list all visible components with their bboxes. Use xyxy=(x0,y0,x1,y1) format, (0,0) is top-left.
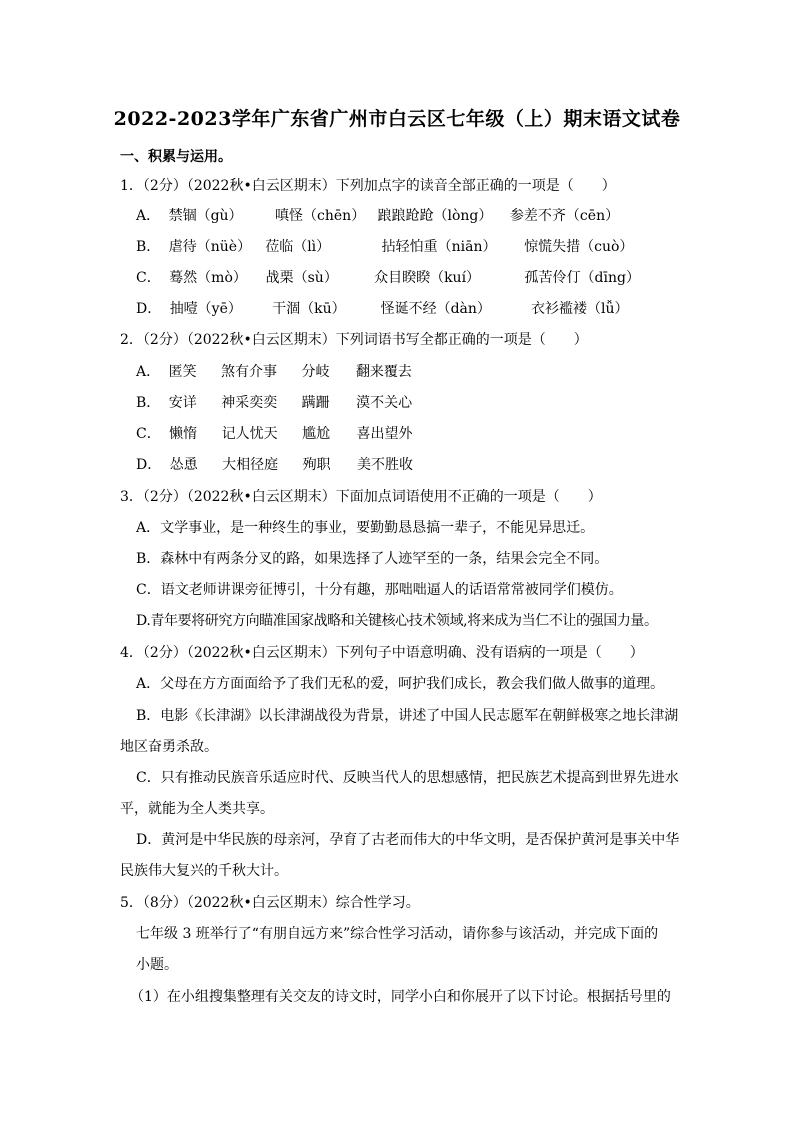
question-5-subquestion-1: （1）在小组搜集整理有关交友的诗文时，同学小白和你展开了以下讨论。根据括号里的 xyxy=(130,989,671,1005)
option-item: 匿笑 xyxy=(168,364,197,380)
option-item: 虐待（nüè） xyxy=(168,239,252,255)
option-item: 蹒跚 xyxy=(301,395,330,411)
question-1-option-b xyxy=(136,237,633,257)
page-title: 2022-2023学年广东省广州市白云区七年级（上）期末语文试卷 xyxy=(113,108,681,130)
option-item: 拈轻怕重（niān） xyxy=(381,239,497,255)
question-1-option-c xyxy=(136,268,640,288)
option-label: D． xyxy=(136,301,162,317)
option-item: 蓦然（mò） xyxy=(169,270,247,286)
question-4-option-d: D．黄河是中华民族的母亲河，孕育了古老而伟大的中华文明，是否保护黄河是事关中华 xyxy=(136,832,680,848)
option-label: B． xyxy=(136,239,161,255)
question-1-stem: 1．（2分）（2022秋•白云区期末）下列加点字的读音全部正确的一项是（ ） xyxy=(120,178,616,194)
option-item: 美不胜收 xyxy=(357,457,414,473)
question-4-option-b: B．电影《长津湖》以长津湖战役为背景，讲述了中国人民志愿军在朝鲜极寒之地长津湖 xyxy=(136,708,679,724)
option-item: 踉踉跄跄（lòng） xyxy=(377,208,493,224)
question-3-option-a: A．文学事业，是一种终生的事业，要勤勤恳恳搞一辈子，不能见异思迁。 xyxy=(136,520,595,536)
option-label: D． xyxy=(136,457,162,473)
question-4-option-a: A．父母在方方面面给予了我们无私的爱，呵护我们成长，教会我们做人做事的道理。 xyxy=(136,676,665,692)
option-label: C． xyxy=(136,426,161,442)
option-item: 孤苦伶仃（dīng） xyxy=(524,270,640,286)
option-item: 嗔怪（chēn） xyxy=(275,208,366,224)
question-4-option-c-continued: 平，就能为全人类共享。 xyxy=(120,801,274,817)
question-2-stem: 2．（2分）（2022秋•白云区期末）下列词语书写全都正确的一项是（ ） xyxy=(120,332,588,348)
option-item: 漠不关心 xyxy=(356,395,413,411)
option-item: 神采奕奕 xyxy=(221,395,278,411)
question-4-option-b-continued: 地区奋勇杀敌。 xyxy=(120,739,218,755)
question-1-option-a xyxy=(136,206,619,226)
option-item: 战栗（sù） xyxy=(265,270,338,286)
question-4-option-d-continued: 民族伟大复兴的千秋大计。 xyxy=(120,863,288,879)
option-item: 参差不齐（cēn） xyxy=(509,208,620,224)
option-item: 记人忧天 xyxy=(221,426,278,442)
question-4-stem: 4．（2分）（2022秋•白云区期末）下列句子中语意明确、没有语病的一项是（ ） xyxy=(120,645,644,661)
option-item: 分岐 xyxy=(301,364,330,380)
option-item: 怂恿 xyxy=(169,457,198,473)
option-item: 禁锢（gù） xyxy=(168,208,243,224)
question-3-option-b: B．森林中有两条分叉的路，如果选择了人迹罕至的一条，结果会完全不同。 xyxy=(136,551,609,567)
option-item: 大相径庭 xyxy=(222,457,279,473)
question-5-paragraph-continued: 小题。 xyxy=(136,957,178,973)
question-3-stem: 3．（2分）（2022秋•白云区期末）下面加点词语使用不正确的一项是（ ） xyxy=(120,489,602,505)
option-item: 惊慌失措（cuò） xyxy=(524,239,634,255)
option-label: B． xyxy=(136,395,161,411)
question-5-paragraph: 七年级 3 班举行了“有朋自远方来”综合性学习活动，请你参与该活动，并完成下面的 xyxy=(136,926,659,942)
question-1-option-d xyxy=(136,299,629,319)
option-item: 煞有介事 xyxy=(221,364,278,380)
question-2-option-a xyxy=(136,362,412,382)
question-2-option-c xyxy=(136,424,413,444)
question-5-stem: 5．（8分）（2022秋•白云区期末）综合性学习。 xyxy=(120,895,420,911)
option-item: 殉职 xyxy=(302,457,331,473)
option-item: 怪诞不经（dàn） xyxy=(380,301,491,317)
option-label: A． xyxy=(136,208,161,224)
option-item: 抽噎（yē） xyxy=(169,301,242,317)
question-3-option-c: C．语文老师讲课旁征博引，十分有趣，那咄咄逼人的话语常常被同学们模仿。 xyxy=(136,582,623,598)
question-4-option-c: C．只有推动民族音乐适应时代、反映当代人的思想感情，把民族艺术提高到世界先进水 xyxy=(136,770,679,786)
option-item: 莅临（lì） xyxy=(265,239,331,255)
option-item: 干涸（kū） xyxy=(272,301,346,317)
option-item: 喜出望外 xyxy=(356,426,413,442)
option-item: 尴尬 xyxy=(302,426,331,442)
question-3-option-d: D.青年要将研究方向瞄准国家战略和关键核心技术领域,将来成为当仁不让的强国力量。 xyxy=(136,613,658,629)
option-label: C． xyxy=(136,270,161,286)
option-item: 翻来覆去 xyxy=(355,364,412,380)
option-item: 众目睽睽（kuí） xyxy=(374,270,481,286)
question-2-option-d xyxy=(136,455,413,475)
option-item: 安详 xyxy=(168,395,197,411)
option-item: 懒惰 xyxy=(169,426,198,442)
question-2-option-b xyxy=(136,393,412,413)
option-label: A． xyxy=(136,364,161,380)
section-heading: 一、积累与运用。 xyxy=(120,149,232,165)
option-item: 衣衫褴褛（lǚ） xyxy=(531,301,629,317)
